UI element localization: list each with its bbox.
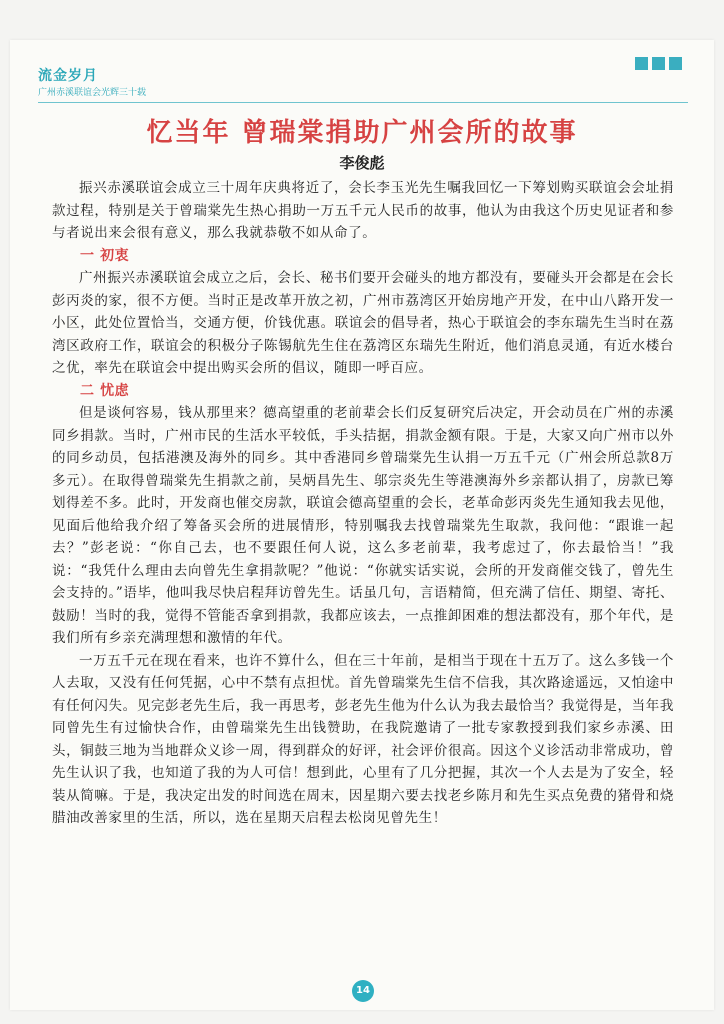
header-title: 流金岁月 [38,68,98,84]
header-divider [38,102,688,103]
paragraph: 一万五千元在现在看来，也许不算什么，但在三十年前，是相当于现在十五万了。这么多钱一个人去取，又没有任何凭据，心中不禁有点担忧。首先曾瑞棠先生信不信我，其次路途遥远，又怕途中有任何闪失。见完彭老先生后，我一再思考，彭老先生他为什么认为我去最恰当？我觉得是，当年我同曾先生有过愉快合作，由曾瑞棠先生出钱赞助，在我院邀请了一批专家教授到我们家乡赤溪、田头，铜鼓三地为当地群众义诊一周，得到群众的好评，社会评价很高。因这个义诊活动非常成功，曾先生认识了我，也知道了我的为人可信！想到此，心里有了几分把握，其次一个人去是为了安全，轻装从简嘛。于是，我决定出发的时间选在周末，因星期六要去找老乡陈月和先生买点免费的猪骨和烧腊油改善家里的生活，所以，选在星期天启程去松岗见曾先生！ [52,652,674,826]
header-squares-decoration [631,55,682,74]
article-title: 忆当年 曾瑞棠捐助广州会所的故事 [146,118,578,148]
section-heading: 一 初衷 [80,247,130,264]
paragraph: 广州振兴赤溪联谊会成立之后，会长、秘书们要开会碰头的地方都没有，要碰头开会都是在会长彭丙炎的家，很不方便。当时正是改革开放之初，广州市荔湾区开始房地产开发，在中山八路开发一小区，此处位置恰当，交通方便，价钱优惠。联谊会的倡导者，热心于联谊会的李东瑞先生当时在荔湾区政府工作，联谊会的积极分子陈锡航先生住在荔湾区东瑞先生附近，他们消息灵通，有近水楼台之优，率先在联谊会中提出购买会所的倡议，随即一呼百应。 [52,270,674,376]
page-header [38,65,688,105]
page-number: 14 [352,980,374,1002]
square-icon [652,57,665,70]
article-body [52,177,674,830]
square-icon [669,57,682,70]
section-heading: 二 忧虑 [80,382,130,399]
paragraph: 但是谈何容易，钱从那里来？德高望重的老前辈会长们反复研究后决定，开会动员在广州的赤溪同乡捐款。当时，广州市民的生活水平较低，手头拮据，捐款金额有限。于是，大家又向广州市以外的同乡动员，包括港澳及海外的同乡。其中香港同乡曾瑞棠先生认捐一万五千元（广州会所总款8万多元）。在取得曾瑞棠先生捐款之前，吴炳昌先生、邬宗炎先生等港澳海外乡亲都认捐了，房款已筹划得差不多。此时，开发商也催交房款，联谊会德高望重的会长，老革命彭丙炎先生通知我去见他，见面后他给我介绍了筹备买会所的进展情形，特别嘱我去找曾瑞棠先生取款，我问他：“跟谁一起去？”彭老说：“你自己去，也不要跟任何人说，这么多老前辈，我考虑过了，你去最恰当！”我说：“我凭什么理由去向曾先生拿捐款呢？”他说：“你就实话实说，会所的开发商催交钱了，曾先生会支持的。”语毕，他叫我尽快启程拜访曾先生。话虽几句，言语精简，但充满了信任、期望、寄托、鼓励！当时的我，觉得不管能否拿到捐款，我都应该去，一点推卸困难的想法都没有，那个年代，是我们所有乡亲充满理想和激情的年代。 [52,405,674,646]
article-author: 李俊彪 [339,154,385,172]
header-subtitle: 广州赤溪联谊会光辉三十载 [38,88,147,98]
square-icon [635,57,648,70]
intro-paragraph: 振兴赤溪联谊会成立三十周年庆典将近了，会长李玉光先生嘱我回忆一下筹划购买联谊会会址捐款过程，特别是关于曾瑞棠先生热心捐助一万五千元人民币的故事，他认为由我这个历史见证者和参与者说出来会很有意义，那么我就恭敬不如从命了。 [52,180,674,241]
